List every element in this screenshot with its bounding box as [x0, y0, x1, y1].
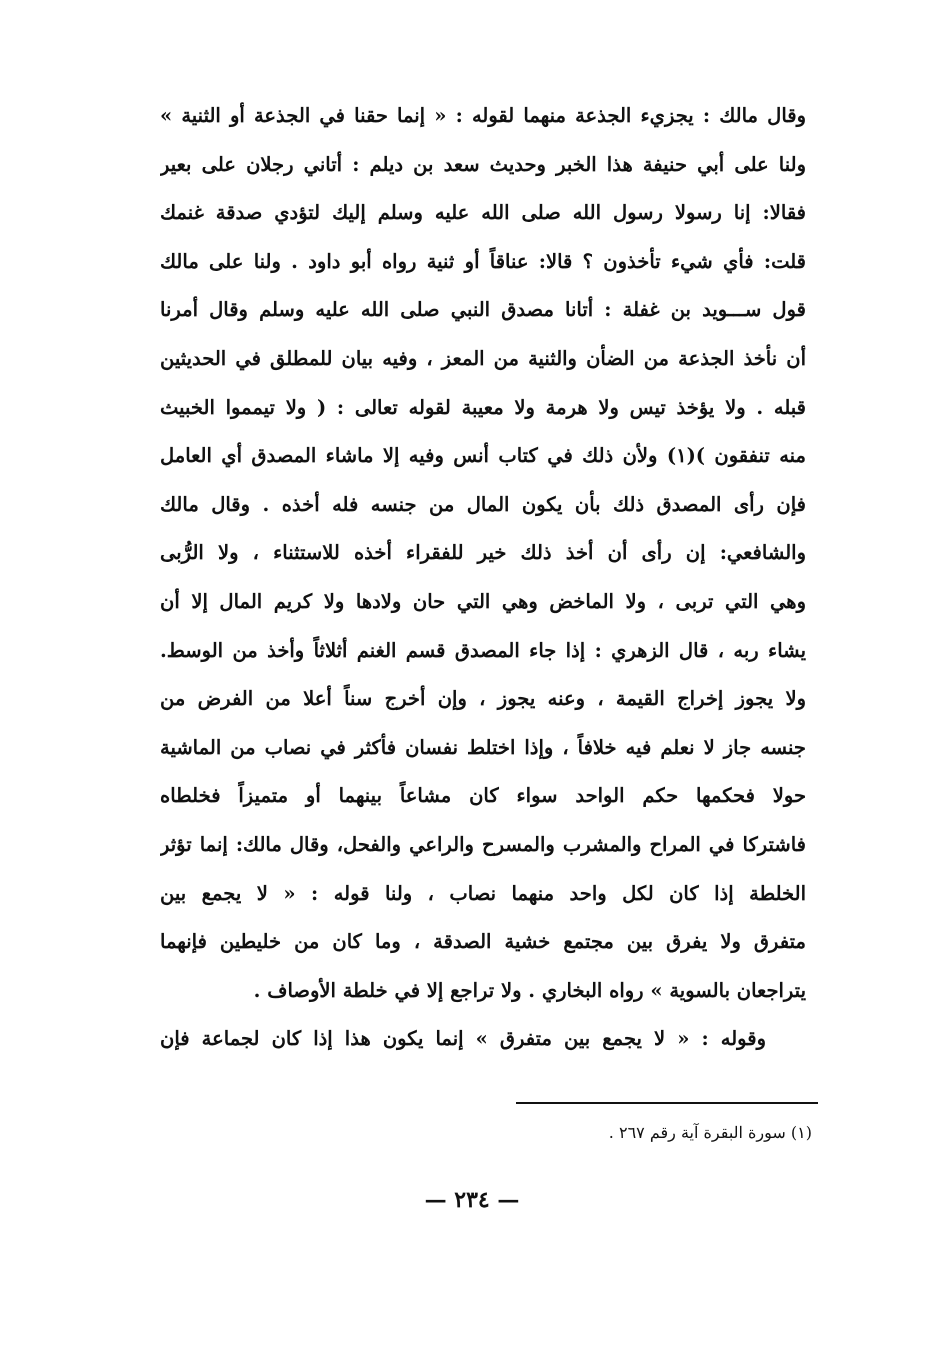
text-line: فقالا: إنا رسولا رسول الله صلى الله عليه وسلم إليك لتؤدي صدقة غنمك: [160, 201, 806, 225]
text-line: وهي التي تربى ، ولا الماخض وهي التي حان ولادها ولا كريم المال إلا أن: [160, 589, 806, 613]
body-text: [160, 92, 806, 1064]
text-line: قلت: فأي شيء تأخذون ؟ قالا: عناقاً أو ثنية رواه أبو داود . ولنا على مالك: [160, 249, 806, 273]
page-number: — ٢٣٤ —: [424, 1187, 520, 1213]
footnote-separator: [516, 1102, 818, 1104]
text-line: الخلطة إذا كان لكل واحد منهما نصاب ، ولنا قوله : « لا يجمع بين: [160, 881, 806, 905]
text-line: يتراجعان بالسوية » رواه البخاري . ولا تراجع إلا في خلطة الأوصاف .: [253, 978, 806, 1002]
text-line: قبله . ولا يؤخذ تيس ولا هرمة ولا معيبة لقوله تعالى : ( ولا تيمموا الخبيث: [160, 395, 806, 419]
text-line: وقال مالك : يجزيء الجذعة منهما لقوله : « إنما حقنا في الجذعة أو الثنية »: [160, 104, 806, 127]
text-line: فاشتركا في المراح والمشرب والمسرح والراعي والفحل، وقال مالك: إنما تؤثر: [160, 832, 806, 856]
text-line: فإن رأى المصدق ذلك بأن يكون المال من جنسه فله أخذه . وقال مالك: [160, 492, 806, 516]
text-line: جنسه جاز لا نعلم فيه خلافاً ، وإذا اختلط نفسان فأكثر في نصاب من الماشية: [160, 735, 806, 759]
text-line: والشافعي: إن رأى أن أخذ ذلك خير للفقراء أخذه للاستثناء ، ولا الرُّبى: [160, 541, 806, 565]
text-line: منه تنفقون )(١) ولأن ذلك في كتاب أنس وفيه إلا ماشاء المصدق أي العامل: [160, 444, 806, 468]
text-line: أن نأخذ الجذعة من الضأن والثنية من المعز ، وفيه بيان للمطلق في الحديثين: [160, 346, 806, 370]
text-line: ولا يجوز إخراج القيمة ، وعنه يجوز ، وإن أخرج سناً أعلا من الفرض من: [160, 687, 806, 711]
footnote: (١) سورة البقرة آية رقم ٢٦٧ .: [608, 1123, 812, 1142]
text-line: وقوله : « لا يجمع بين متفرق » إنما يكون هذا إذا كان لجماعة فإن: [160, 1027, 766, 1051]
text-line: قول ســـويد بن غفلة : أتانا مصدق النبي صلى الله عليه وسلم وقال أمرنا: [160, 298, 806, 322]
text-line: متفرق ولا يفرق بين مجتمع خشية الصدقة ، وما كان من خليطين فإنهما: [160, 930, 806, 954]
text-line: ولنا على أبي حنيفة هذا الخبر وحديث سعد بن ديلم : أتاني رجلان على بعير: [160, 152, 806, 176]
text-line: حولا فحكمها حكم الواحد سواء كان مشاعاً بينهما أو متميزاً فخلطاه: [160, 784, 806, 808]
text-line: يشاء ربه ، قال الزهري : إذا جاء المصدق قسم الغنم أثلاثاً وأخذ من الوسط.: [160, 638, 806, 662]
